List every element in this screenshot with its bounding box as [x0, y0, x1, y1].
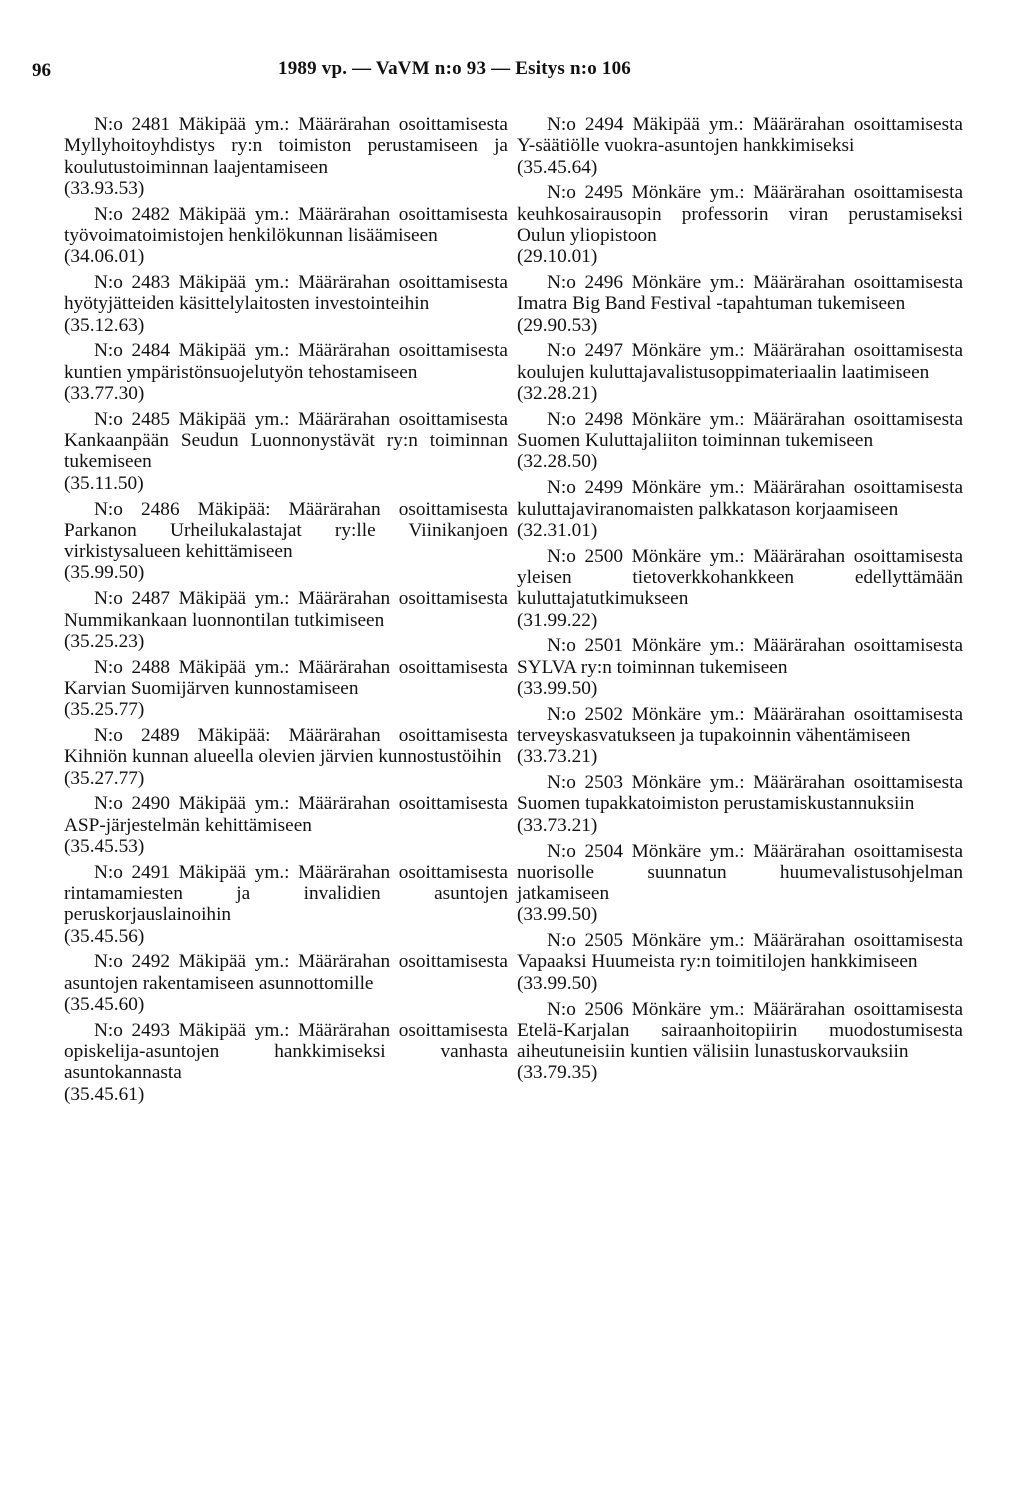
- motion-text: N:o 2488 Mäkipää ym.: Määrärahan osoittamisesta Karvian Suomijärven kunnostamiseen: [64, 656, 508, 699]
- motion-text: N:o 2489 Mäkipää: Määrärahan osoittamisesta Kihniön kunnan alueella olevien järvien kunnostustöihin: [64, 725, 508, 768]
- budget-code: (35.11.50): [64, 472, 144, 494]
- budget-code: (34.06.01): [64, 246, 145, 268]
- motion-entry: [64, 499, 508, 584]
- running-head: 1989 vp. — VaVM n:o 93 — Esitys n:o 106: [278, 58, 632, 79]
- budget-code: (35.45.61): [64, 1083, 145, 1105]
- motion-text: N:o 2493 Mäkipää ym.: Määrärahan osoittamisesta opiskelija-asuntojen hankkimiseksi vanhasta asuntokannasta: [64, 1019, 508, 1084]
- budget-code: (33.99.50): [517, 972, 598, 994]
- motion-text: N:o 2497 Mönkäre ym.: Määrärahan osoittamisesta koulujen kuluttajavalistusoppimateriaalin laatimiseen: [517, 340, 963, 383]
- motion-entry: [64, 951, 508, 1015]
- motion-text: N:o 2492 Mäkipää ym.: Määrärahan osoittamisesta asuntojen rakentamiseen asunnottomille: [64, 951, 508, 994]
- motion-text: N:o 2502 Mönkäre ym.: Määrärahan osoittamisesta terveyskasvatukseen ja tupakoinnin vähentämiseen: [517, 703, 963, 747]
- motion-entry: [64, 272, 508, 336]
- motion-text: N:o 2481 Mäkipää ym.: Määrärahan osoittamisesta Myllyhoitoyhdistys ry:n toimiston perustamiseen ja koulutustoiminnan laajentamiseen: [64, 114, 508, 178]
- motion-entry: [517, 546, 963, 631]
- motion-entry: [517, 409, 963, 473]
- motion-text: N:o 2486 Mäkipää: Määrärahan osoittamisesta Parkanon Urheilukalastajat ry:lle Viinikanjoen virkistysalueen kehittämiseen: [64, 498, 508, 563]
- budget-code: (33.79.35): [517, 1062, 598, 1084]
- budget-code: (35.45.60): [64, 994, 145, 1016]
- motion-entry: [64, 657, 508, 721]
- budget-code: (32.28.21): [517, 383, 598, 405]
- motion-text: N:o 2491 Mäkipää ym.: Määrärahan osoittamisesta rintamamiesten ja invalidien asuntojen peruskorjauslainoihin: [64, 861, 508, 926]
- budget-code: (31.99.22): [517, 609, 598, 631]
- motion-entry: [64, 114, 508, 199]
- budget-code: (35.45.56): [64, 925, 145, 947]
- budget-code: (35.25.23): [64, 630, 145, 652]
- motion-text: N:o 2500 Mönkäre ym.: Määrärahan osoittamisesta yleisen tietoverkkohankkeen edellyttämään kuluttajatutkimukseen: [517, 545, 963, 610]
- budget-code: (33.99.50): [517, 677, 598, 699]
- budget-code: (33.93.53): [64, 177, 145, 199]
- motion-entry: [517, 114, 963, 178]
- budget-code: (35.99.50): [64, 562, 145, 584]
- budget-code: (35.45.64): [517, 156, 598, 178]
- motion-text: N:o 2487 Mäkipää ym.: Määrärahan osoittamisesta Nummikankaan luonnontilan tutkimiseen: [64, 588, 508, 631]
- budget-code: (33.73.21): [517, 746, 598, 768]
- motion-text: N:o 2499 Mönkäre ym.: Määrärahan osoittamisesta kuluttajaviranomaisten palkkatason korjaamiseen: [517, 477, 963, 520]
- motion-text: N:o 2504 Mönkäre ym.: Määrärahan osoittamisesta nuorisolle suunnatun huumevalistusohjelman jatkamiseen: [517, 840, 963, 905]
- motion-entry: [517, 704, 963, 768]
- budget-code: (33.99.50): [517, 904, 598, 926]
- motion-text: N:o 2495 Mönkäre ym.: Määrärahan osoittamisesta keuhkosairausopin professorin viran perustamiseksi Oulun yliopistoon: [517, 182, 963, 246]
- motion-text: N:o 2484 Mäkipää ym.: Määrärahan osoittamisesta kuntien ympäristönsuojelutyön tehostamiseen: [64, 340, 508, 383]
- page-number: 96: [32, 60, 51, 81]
- right-column: [517, 114, 963, 1088]
- motion-entry: [64, 862, 508, 947]
- motion-entry: [64, 588, 508, 652]
- motion-text: N:o 2496 Mönkäre ym.: Määrärahan osoittamisesta Imatra Big Band Festival -tapahtuman tukemiseen: [517, 272, 963, 315]
- motion-entry: [64, 1020, 508, 1105]
- motion-entry: [517, 272, 963, 336]
- motion-text: N:o 2498 Mönkäre ym.: Määrärahan osoittamisesta Suomen Kuluttajaliiton toiminnan tukemiseen: [517, 408, 963, 452]
- budget-code: (33.73.21): [517, 814, 598, 836]
- motion-entry: [517, 182, 963, 267]
- motion-text: N:o 2506 Mönkäre ym.: Määrärahan osoittamisesta Etelä-Karjalan sairaanhoitopiirin muodostumisesta aiheutuneisiin kuntien välisiin lunastuskorvauksiin: [517, 998, 963, 1063]
- motion-entry: [64, 793, 508, 857]
- budget-code: (35.12.63): [64, 314, 145, 336]
- motion-text: N:o 2503 Mönkäre ym.: Määrärahan osoittamisesta Suomen tupakkatoimiston perustamiskustannuksiin: [517, 772, 963, 815]
- motion-text: N:o 2494 Mäkipää ym.: Määrärahan osoittamisesta Y-säätiölle vuokra-asuntojen hankkimiseksi: [517, 114, 963, 157]
- motion-entry: [517, 930, 963, 994]
- budget-code: (33.77.30): [64, 383, 145, 405]
- budget-code: (35.25.77): [64, 699, 145, 721]
- motion-entry: [517, 772, 963, 836]
- motion-text: N:o 2483 Mäkipää ym.: Määrärahan osoittamisesta hyötyjätteiden käsittelylaitosten investointeihin: [64, 272, 508, 315]
- motion-entry: [517, 477, 963, 541]
- motion-text: N:o 2490 Mäkipää ym.: Määrärahan osoittamisesta ASP-järjestelmän kehittämiseen: [64, 793, 508, 836]
- motion-text: N:o 2505 Mönkäre ym.: Määrärahan osoittamisesta Vapaaksi Huumeista ry:n toimitilojen hankkimiseen: [517, 930, 963, 973]
- budget-code: (29.10.01): [517, 246, 598, 268]
- motion-text: N:o 2485 Mäkipää ym.: Määrärahan osoittamisesta Kankaanpään Seudun Luonnonystävät ry:n toiminnan tukemiseen: [64, 408, 508, 473]
- budget-code: (32.31.01): [517, 519, 598, 541]
- motion-entry: [64, 725, 508, 789]
- budget-code: (35.27.77): [64, 767, 145, 789]
- motion-entry: [64, 204, 508, 268]
- motion-entry: [517, 999, 963, 1084]
- motion-text: N:o 2482 Mäkipää ym.: Määrärahan osoittamisesta työvoimatoimistojen henkilökunnan lisäämiseen: [64, 203, 508, 246]
- budget-code: (35.45.53): [64, 836, 145, 857]
- budget-code: (29.90.53): [517, 314, 598, 336]
- motion-entry: [64, 409, 508, 494]
- motion-entry: [517, 340, 963, 404]
- motion-entry: [64, 340, 508, 404]
- motion-entry: [517, 841, 963, 926]
- motion-text: N:o 2501 Mönkäre ym.: Määrärahan osoittamisesta SYLVA ry:n toiminnan tukemiseen: [517, 635, 963, 678]
- motion-entry: [517, 635, 963, 699]
- budget-code: (32.28.50): [517, 451, 598, 473]
- left-column: [64, 114, 508, 1110]
